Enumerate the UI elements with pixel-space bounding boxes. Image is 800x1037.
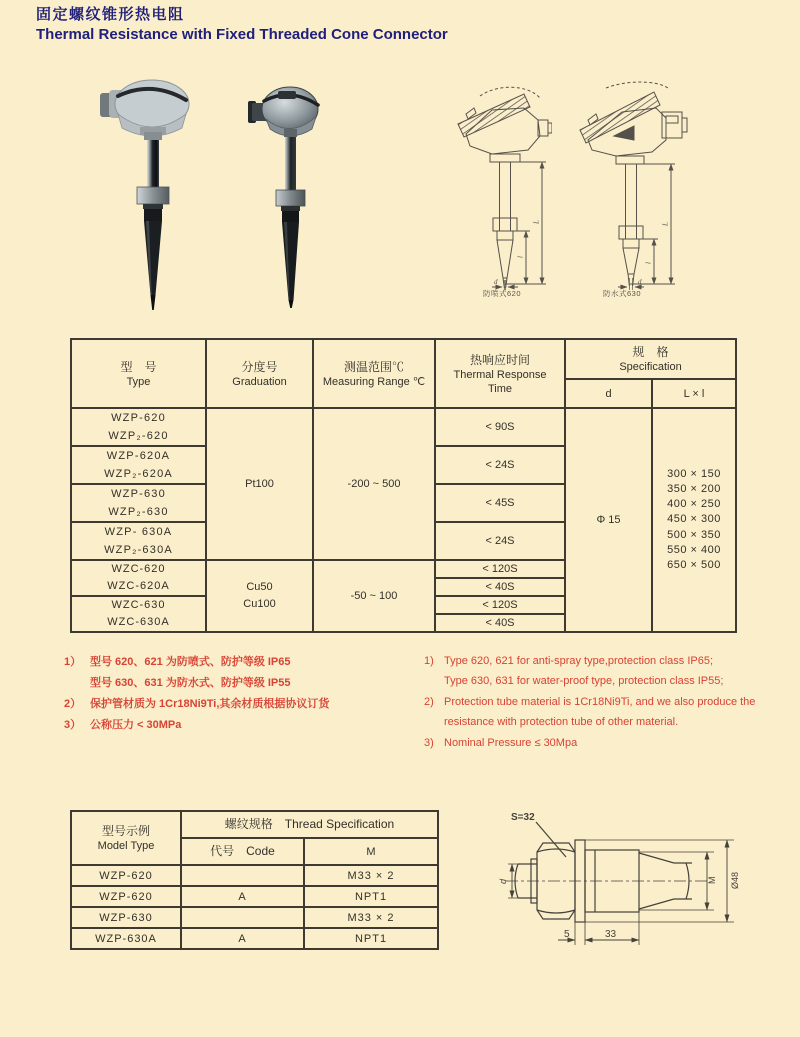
spec-response-cell: < 40S [435,614,565,632]
spec-header-lxl: L × l [652,379,736,408]
dim-label-l: l [516,256,525,258]
thread-model-cell: WZP-630 [71,907,181,928]
dim-label-s32: S=32 [511,812,535,823]
spec-header-graduation: 分度号 Graduation [206,339,313,408]
spec-header-response: 热响应时间 Thermal Response Time [435,339,565,408]
spec-d-cell: Φ 15 [565,408,652,632]
note-line: 2） 保护管材质为 1Cr18Ni9Ti,其余材质根据协议订货 [64,698,330,710]
note-line: resistance with protection tube of other material. [444,716,679,729]
figure-caption-630: 防水式630 [602,289,641,298]
spec-range-cell: -50 ~ 100 [313,560,435,632]
note-line: 1) Type 620, 621 for anti-spray type,protection class IP65; [424,655,714,667]
spec-header-type: 型 号 Type [71,339,206,408]
thread-model-cell: WZP-630A [71,928,181,949]
outline-drawing-620 [452,80,552,292]
thread-code-cell: A [181,928,304,949]
thread-m-cell: NPT1 [304,928,438,949]
thread-code-cell [181,907,304,928]
thread-code-cell: A [181,886,304,907]
spec-header-d: d [565,379,652,408]
spec-header-specification: 规 格 Specification [565,339,736,379]
dim-label-l: l [644,262,653,264]
spec-response-cell: < 90S [435,408,565,446]
page-header [36,5,448,44]
thread-connector-drawing [498,800,750,962]
page-title-english: Thermal Resistance with Fixed Threaded Cone Connector [36,26,448,43]
spec-type-cell: WZC-630A [71,614,206,632]
thread-header-model: 型号示例 Model Type [71,811,181,865]
thread-code-cell [181,865,304,886]
thread-header-thread-spec: 螺纹规格 Thread Specification [181,811,438,838]
dim-label-d: d [494,278,498,286]
dim-label-d: d [638,278,642,286]
dim-label-5: 5 [564,929,570,940]
spec-response-cell: < 45S [435,484,565,522]
thread-m-cell: M33 × 2 [304,907,438,928]
spec-range-cell: -200 ~ 500 [313,408,435,560]
product-photo-620 [100,78,196,312]
spec-lxl-cell: 300 × 150 350 × 200 400 × 250 450 × 300 500 × 350 550 × 400 650 × 500 [652,408,736,632]
spec-type-cell: WZP-630 WZP₂-630 [71,484,206,522]
spec-response-cell: < 120S [435,560,565,578]
spec-type-cell: WZC-620 [71,560,206,578]
spec-type-cell: WZP- 630A WZP₂-630A [71,522,206,560]
spec-type-cell: WZC-630 [71,596,206,614]
note-line: 型号 630、631 为防水式、防护等级 IP55 [90,677,291,689]
dim-label-L: L [532,220,541,224]
thread-header-code: 代号 Code [181,838,304,865]
spec-table [70,338,737,633]
note-line: 1） 型号 620、621 为防喷式、防护等级 IP65 [64,656,291,668]
spec-graduation-cell: Pt100 [206,408,313,560]
dim-label-d: d [498,878,508,884]
outline-drawing-630 [576,78,688,292]
spec-response-cell: < 24S [435,522,565,560]
spec-response-cell: < 120S [435,596,565,614]
thread-model-cell: WZP-620 [71,886,181,907]
thread-spec-table [70,810,439,950]
notes-english [424,651,759,753]
page-title-chinese: 固定螺纹锥形热电阻 [36,6,185,23]
thread-header-m: M [304,838,438,865]
product-photo-630 [248,85,328,308]
dim-label-m: M [707,876,717,884]
spec-response-cell: < 24S [435,446,565,484]
figure-caption-620: 防喷式620 [482,289,521,298]
thread-model-cell: WZP-620 [71,865,181,886]
note-line: Type 630, 631 for water-proof type, protection class IP55; [444,675,724,688]
spec-type-cell: WZP-620A WZP₂-620A [71,446,206,484]
spec-type-cell: WZC-620A [71,578,206,596]
note-line: 3） 公称压力 < 30MPa [64,719,182,731]
dim-label-33: 33 [605,929,617,940]
thread-m-cell: M33 × 2 [304,865,438,886]
notes-chinese [64,652,434,736]
note-line: 3) Nominal Pressure ≤ 30Mpa [424,736,578,749]
spec-response-cell: < 40S [435,578,565,596]
note-line: 2) Protection tube material is 1Cr18Ni9Ti, and we also produce the [424,695,756,708]
spec-graduation-cell: Cu50 Cu100 [206,560,313,632]
spec-type-cell: WZP-620 WZP₂-620 [71,408,206,446]
spec-header-range: 测温范围℃ Measuring Range ℃ [313,339,435,408]
dim-label-dia48: Ø48 [730,871,740,889]
dim-label-L: L [661,222,670,226]
thread-m-cell: NPT1 [304,886,438,907]
